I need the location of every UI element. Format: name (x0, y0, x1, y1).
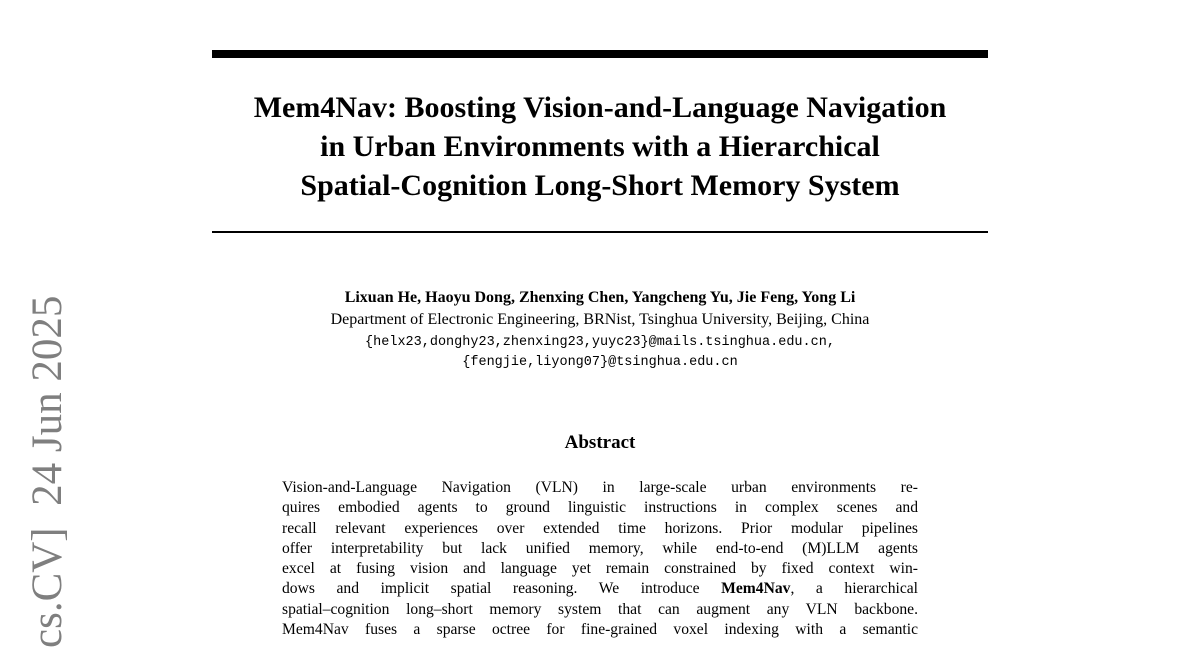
author-list: Lixuan He, Haoyu Dong, Zhenxing Chen, Yangcheng Yu, Jie Feng, Yong Li (344, 289, 856, 306)
affiliation: Department of Electronic Engineering, BRNist, Tsinghua University, Beijing, China (330, 311, 870, 328)
abstract-line: Vision-and-Language Navigation (VLN) in large-scale urban environments re- (282, 479, 918, 496)
abstract-line: Mem4Nav fuses a sparse octree for fine-grained voxel indexing with a semantic (282, 621, 918, 639)
title-line: Mem4Nav: Boosting Vision-and-Language Navigation (253, 91, 947, 124)
arxiv-date: 24 Jun 2025 (24, 295, 71, 506)
arxiv-side-stamp (22, 296, 74, 648)
abstract-body (282, 478, 918, 640)
title-line: in Urban Environments with a Hierarchical (320, 130, 880, 163)
abstract-line: offer interpretability but lack unified memory, while end-to-end (M)LLM agents (282, 539, 918, 557)
bottom-rule (212, 231, 988, 233)
title-line: Spatial-Cognition Long-Short Memory System (300, 169, 900, 202)
paper-title (212, 88, 988, 205)
abstract-line-lead: dows and implicit spatial reasoning. We introduce (282, 580, 722, 598)
abstract-line-tail: , a hierarchical (790, 580, 918, 598)
abstract-line: excel at fusing vision and language yet remain constrained by fixed context win- (282, 560, 918, 578)
abstract-line (282, 579, 918, 599)
method-name: Mem4Nav (721, 580, 791, 598)
arxiv-category: cs.CV] (24, 527, 71, 648)
abstract-line: recall relevant experiences over extended time horizons. Prior modular pipelines (282, 519, 918, 537)
abstract-line: spatial–cognition long–short memory system that can augment any VLN backbone. (282, 600, 918, 618)
abstract-line: quires embodied agents to ground linguistic instructions in complex scenes and (282, 499, 918, 517)
top-rule (212, 50, 988, 58)
abstract-heading: Abstract (564, 432, 636, 453)
email-block (212, 333, 988, 373)
email-line: {fengjie,liyong07}@tsinghua.edu.cn (462, 355, 738, 370)
email-line: {helx23,donghy23,zhenxing23,yuyc23}@mails.tsinghua.edu.cn, (365, 335, 835, 350)
